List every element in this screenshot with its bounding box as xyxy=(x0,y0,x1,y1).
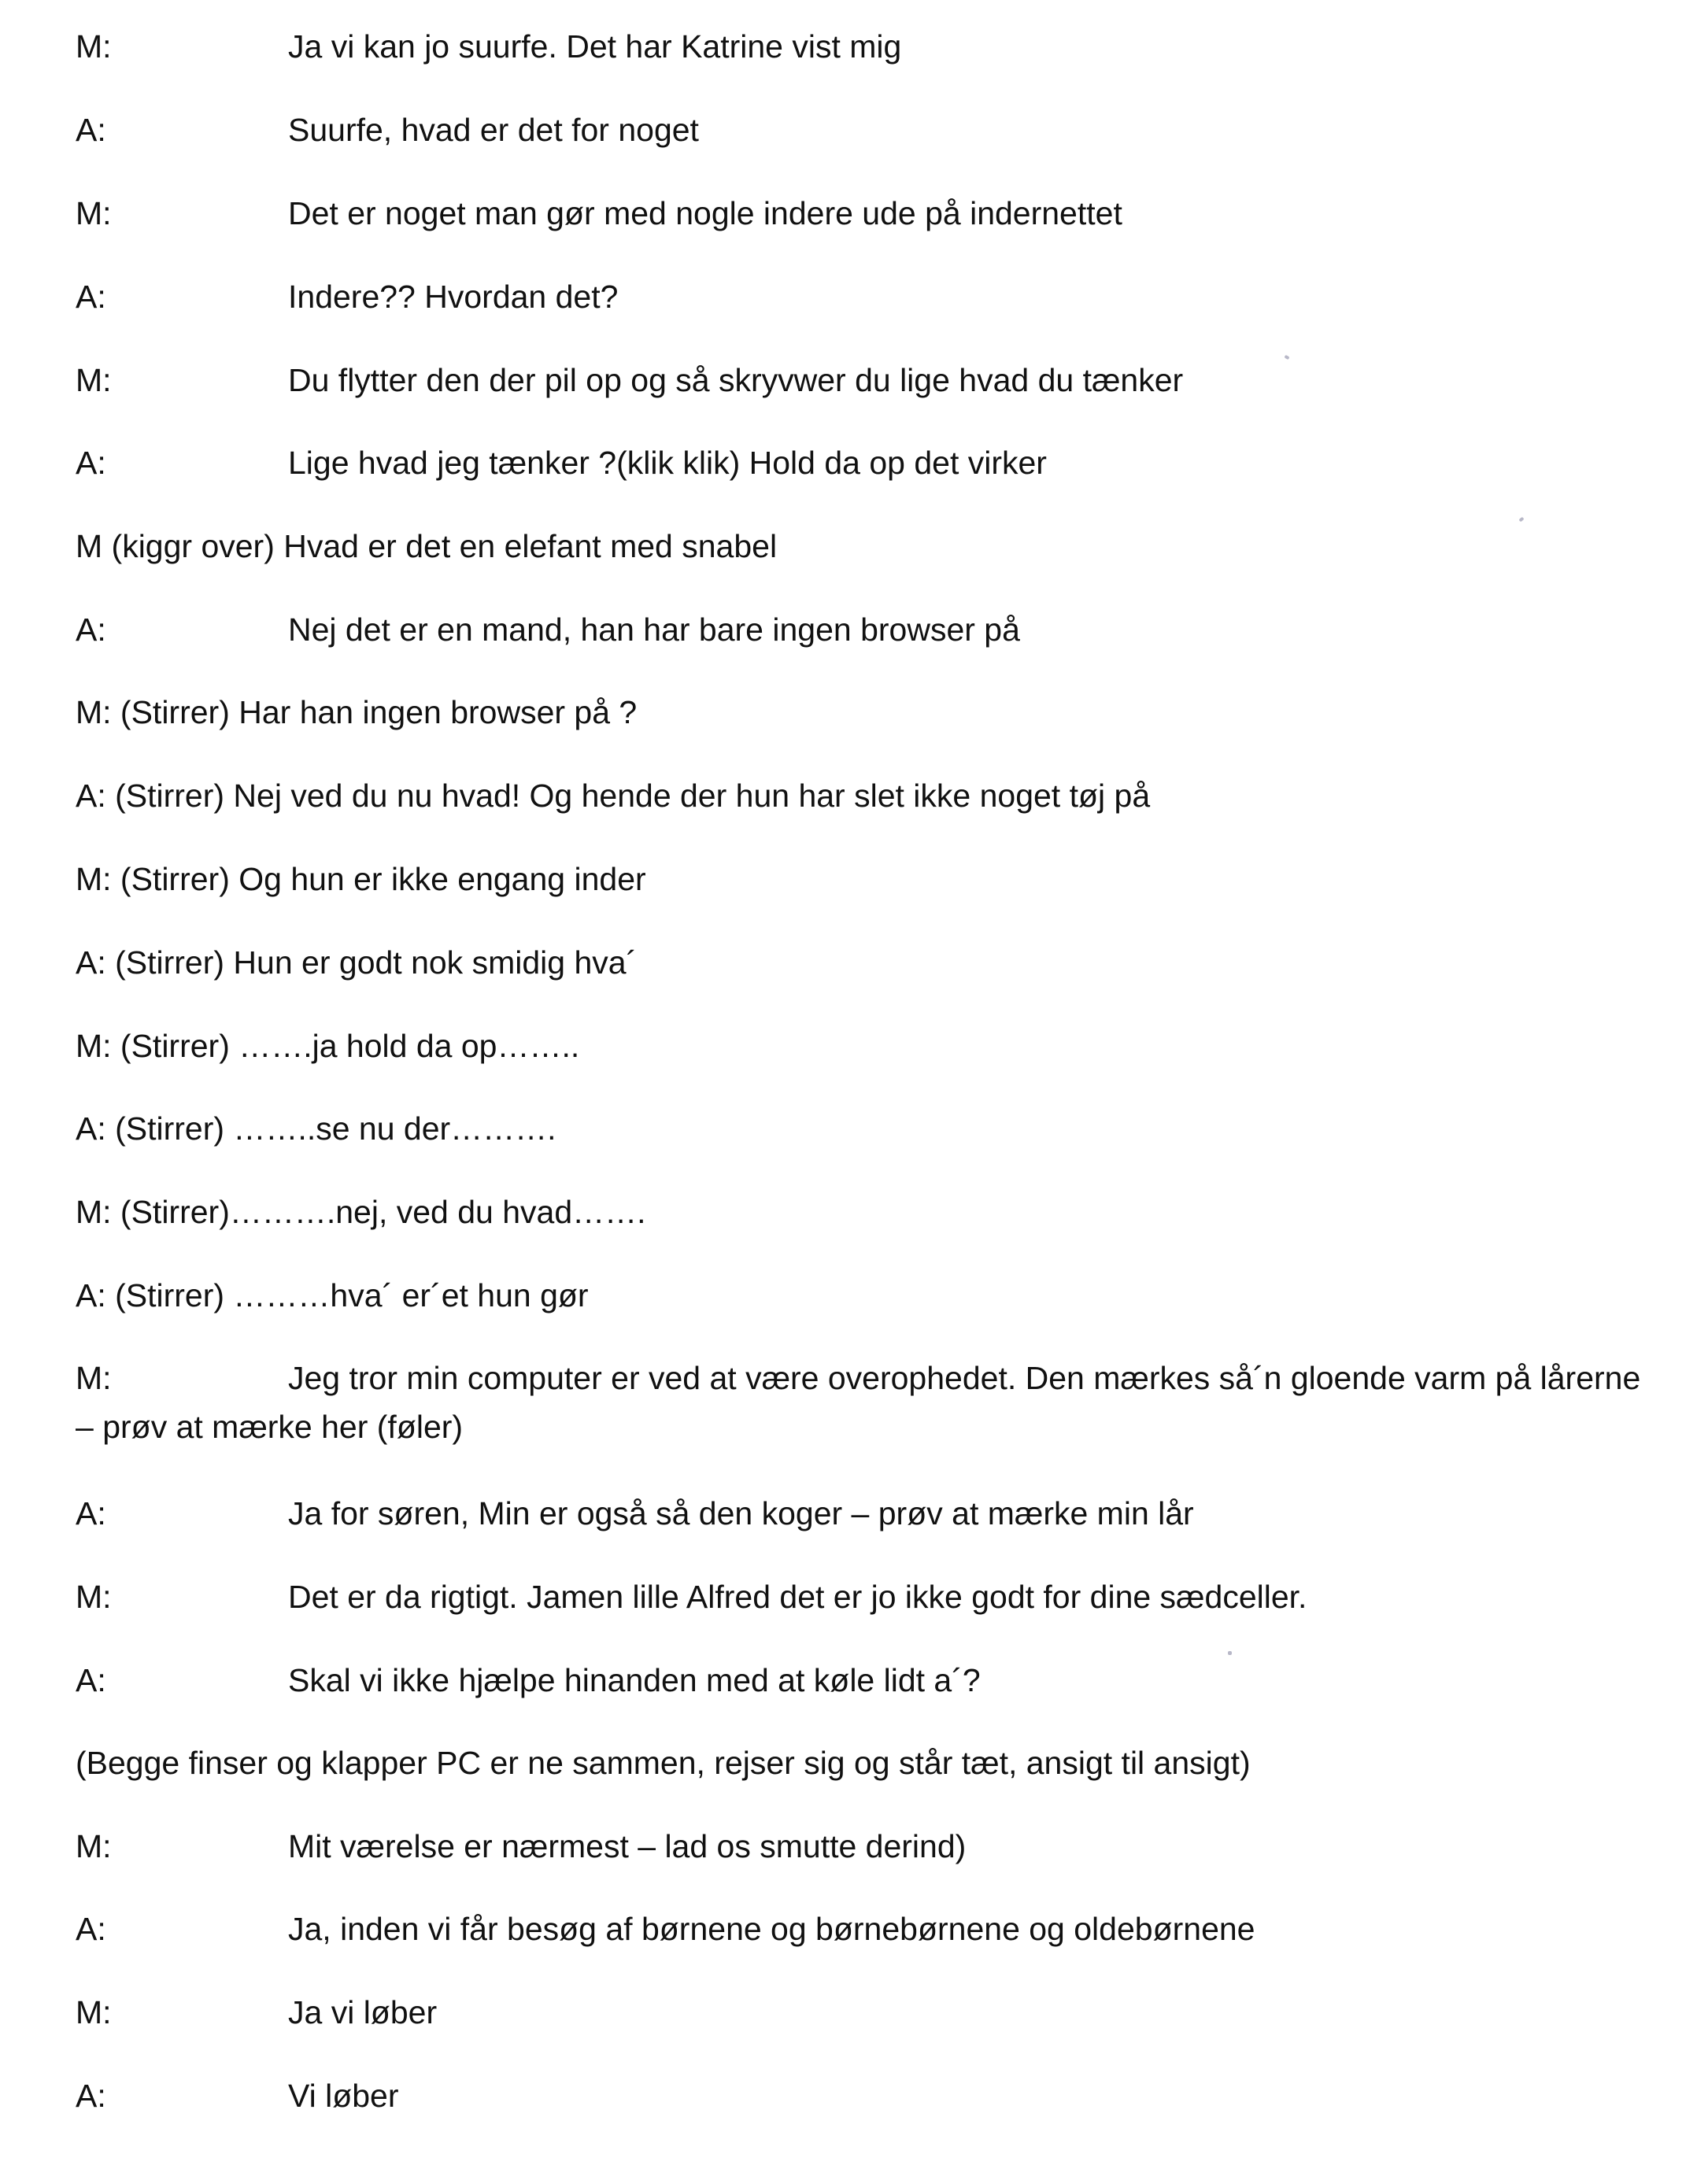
stage-direction-line: M: (Stirrer) Og hun er ikke engang inder xyxy=(76,861,646,897)
dialogue-line xyxy=(76,1905,1661,1953)
line-text: Ja, inden vi får besøg af børnene og børnebørnene og oldebørnene xyxy=(288,1911,1255,1947)
speaker-label: M: xyxy=(76,1579,112,1615)
dialogue-line xyxy=(76,1354,1661,1451)
dialogue-line xyxy=(76,1656,1661,1705)
speaker-label: M: xyxy=(76,362,112,398)
speaker-label: M: xyxy=(76,1994,112,2030)
stage-direction-line: A: (Stirrer) Nej ved du nu hvad! Og hende der hun har slet ikke noget tøj på xyxy=(76,778,1151,814)
speaker-label: A: xyxy=(76,445,106,481)
speaker-label: A: xyxy=(76,1495,106,1531)
stage-direction-line: A: (Stirrer) ………hva´ er´et hun gør xyxy=(76,1277,589,1313)
speaker-label: M: xyxy=(76,1828,112,1864)
line-text: Lige hvad jeg tænker ?(klik klik) Hold da op det virker xyxy=(288,445,1047,481)
line-text: Ja vi løber xyxy=(288,1994,438,2030)
line-text: Ja vi kan jo suurfe. Det har Katrine vist mig xyxy=(288,28,902,65)
speaker-label: A: xyxy=(76,279,106,315)
speaker-label: A: xyxy=(76,2078,106,2114)
speaker-label: M: xyxy=(76,195,112,231)
line-text: Du flytter den der pil op og så skryvwer du lige hvad du tænker xyxy=(288,362,1184,398)
dialogue-line xyxy=(76,22,1661,71)
line-text: Skal vi ikke hjælpe hinanden med at køle lidt a´? xyxy=(288,1662,981,1698)
speaker-label: A: xyxy=(76,611,106,648)
stage-direction-line: A: (Stirrer) Hun er godt nok smidig hva´ xyxy=(76,944,638,981)
stage-direction-line: M: (Stirrer) Har han ingen browser på ? xyxy=(76,694,638,730)
dialogue-line xyxy=(76,1572,1661,1621)
line-text: Jeg tror min computer er ved at være overophedet. Den mærkes så´n gloende varm på lårerne – prøv at mærke her (føler) xyxy=(76,1360,1641,1445)
dialogue-line xyxy=(76,189,1661,238)
dialogue-line xyxy=(76,1822,1661,1871)
dialogue-line xyxy=(76,272,1661,321)
speaker-label: M: xyxy=(76,28,112,65)
stage-direction-line: M: (Stirrer) …….ja hold da op…….. xyxy=(76,1028,580,1064)
line-text: Det er noget man gør med nogle indere ude på indernettet xyxy=(288,195,1122,231)
line-text: Indere?? Hvordan det? xyxy=(288,279,619,315)
speaker-label: A: xyxy=(76,1911,106,1947)
stage-direction-line: A: (Stirrer) ……..se nu der………. xyxy=(76,1110,556,1147)
speaker-label: A: xyxy=(76,112,106,148)
line-text: Ja for søren, Min er også så den koger – prøv at mærke min lår xyxy=(288,1495,1194,1531)
dialogue-line xyxy=(76,105,1661,154)
dialogue-line xyxy=(76,438,1661,487)
dialogue-line xyxy=(76,356,1661,405)
dialogue-line xyxy=(76,1489,1661,1538)
stage-direction-line: M (kiggr over) Hvad er det en elefant med snabel xyxy=(76,528,778,564)
speaker-label: M: xyxy=(76,1360,112,1396)
stage-direction-line: M: (Stirrer)……….nej, ved du hvad……. xyxy=(76,1194,646,1230)
line-text: Vi løber xyxy=(288,2078,399,2114)
dialogue-line xyxy=(76,1988,1661,2037)
line-text: Mit værelse er nærmest – lad os smutte derind) xyxy=(288,1828,967,1864)
dialogue-line xyxy=(76,2071,1661,2120)
dialogue-line xyxy=(76,605,1661,654)
line-text: Det er da rigtigt. Jamen lille Alfred det er jo ikke godt for dine sædceller. xyxy=(288,1579,1307,1615)
speaker-label: A: xyxy=(76,1662,106,1698)
line-text: Nej det er en mand, han har bare ingen browser på xyxy=(288,611,1020,648)
line-text: Suurfe, hvad er det for noget xyxy=(288,112,699,148)
stage-direction-line: (Begge finser og klapper PC er ne sammen, rejser sig og står tæt, ansigt til ansigt) xyxy=(76,1745,1251,1781)
scan-speck xyxy=(1228,1651,1232,1655)
